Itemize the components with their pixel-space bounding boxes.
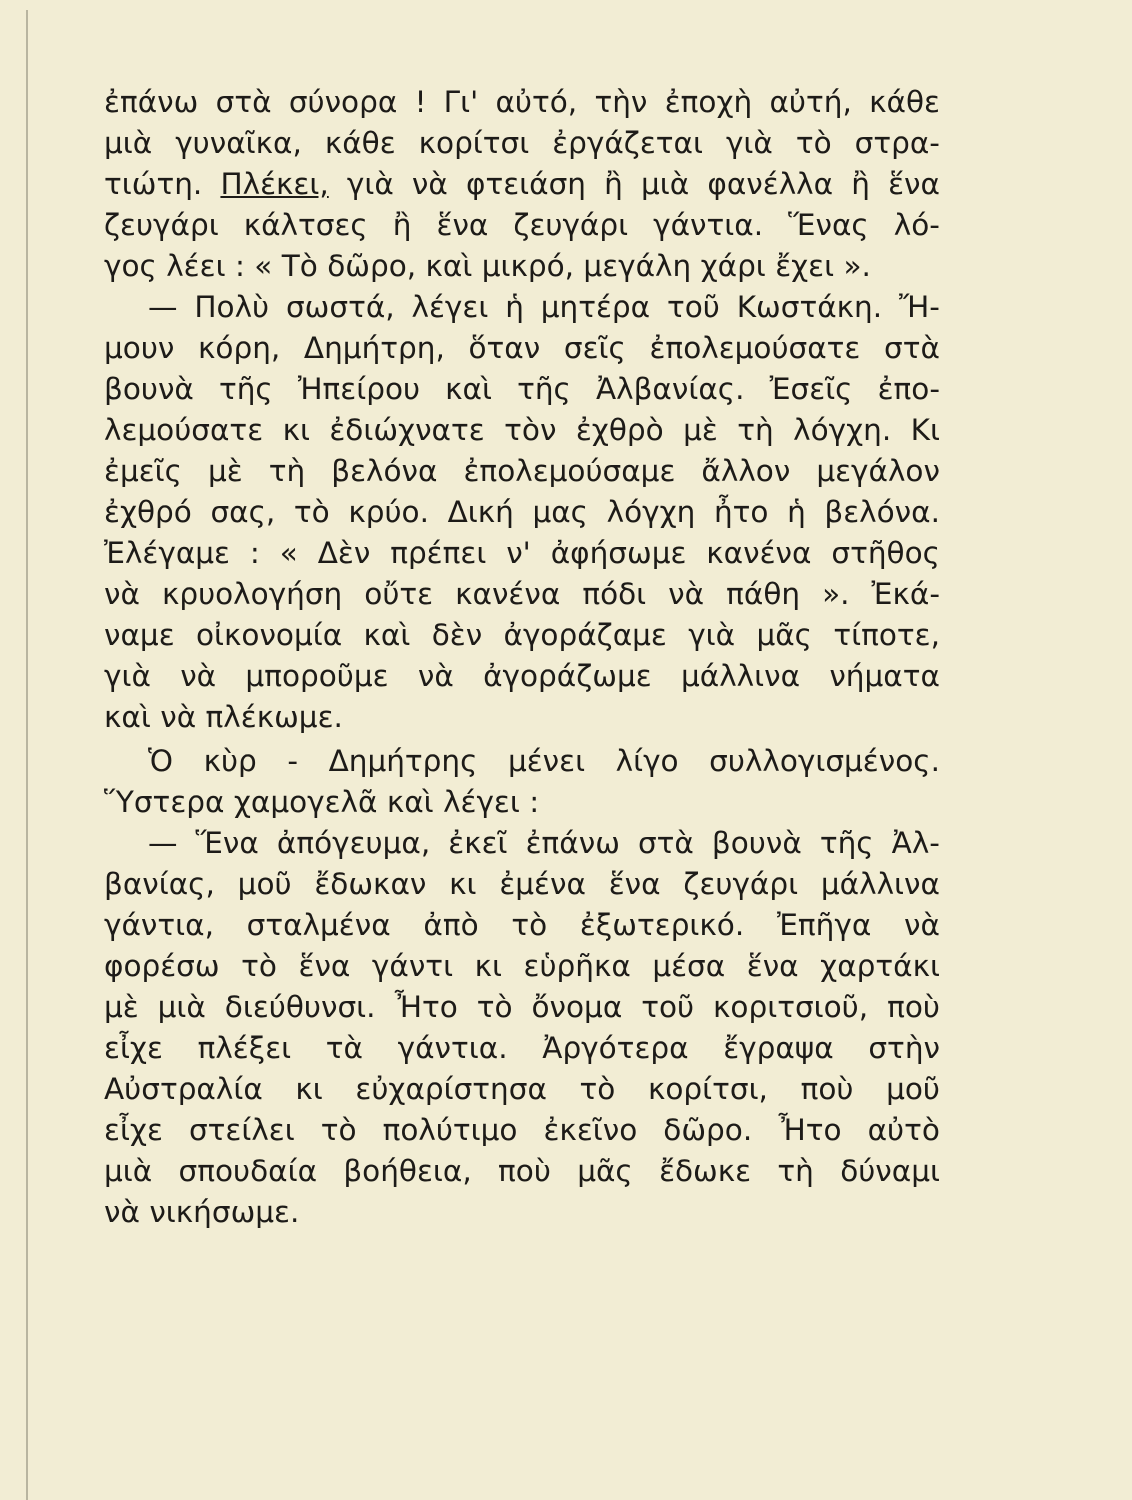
text-line-19 xyxy=(104,823,940,864)
word: μένει xyxy=(507,744,586,778)
word: ναμε xyxy=(104,618,175,652)
word: λίγο xyxy=(615,744,679,778)
text-line-15 xyxy=(104,656,940,697)
text-line-9 xyxy=(104,410,940,451)
word: γάντια, xyxy=(104,908,214,942)
word: στῆθος xyxy=(831,536,940,570)
word: μὲ xyxy=(208,454,243,488)
word: μᾶς xyxy=(756,618,812,652)
word: ἐπάνω xyxy=(104,85,199,119)
binding-edge-rule xyxy=(26,10,28,1500)
word: καὶ xyxy=(104,700,151,734)
word: μουν xyxy=(104,331,175,365)
text-line-16 xyxy=(104,697,940,738)
word: ἔδωκε xyxy=(659,1154,752,1188)
text-line-5 xyxy=(104,246,940,287)
word: λό- xyxy=(893,208,940,242)
word: διεύθυνσι. xyxy=(224,990,376,1024)
word: τὴ xyxy=(777,1154,814,1188)
word: Κι xyxy=(910,413,940,447)
text-line-23 xyxy=(104,987,940,1028)
word: τοῦ xyxy=(666,290,720,324)
word: κοριτσιοῦ, xyxy=(713,990,869,1024)
word: Ἐπῆγα xyxy=(776,908,872,942)
word: Ἐλέγαμε xyxy=(104,536,230,570)
word: τῆς xyxy=(218,372,273,406)
word: γυναῖκα, xyxy=(175,126,302,160)
word: Δική xyxy=(447,495,514,529)
word: - xyxy=(287,744,298,778)
word: Ἐσεῖς xyxy=(769,372,853,406)
word: Ἤ- xyxy=(898,290,940,324)
word: — xyxy=(148,290,178,324)
word: ν' xyxy=(506,536,531,570)
word: τὴν xyxy=(594,85,648,119)
word: γος xyxy=(104,249,157,283)
text-line-13 xyxy=(104,574,940,615)
word: νικήσωμε. xyxy=(149,1195,300,1229)
word: τὰ xyxy=(325,1031,363,1065)
word: δῶρο, xyxy=(327,249,417,283)
word: Πλέκει, xyxy=(220,167,329,201)
word: ὅταν xyxy=(468,331,541,365)
word: ὄνομα xyxy=(531,990,623,1024)
word: σπουδαία xyxy=(178,1154,318,1188)
word: νὰ xyxy=(904,908,940,942)
word: βελόνα xyxy=(331,454,438,488)
word: τὸ xyxy=(241,949,277,983)
word: ἡ xyxy=(505,290,524,324)
word: μιὰ xyxy=(104,126,153,160)
word: τὸ xyxy=(293,495,330,529)
word: καὶ xyxy=(386,785,434,819)
word: εἶχε xyxy=(104,1113,163,1147)
text-line-22 xyxy=(104,946,940,987)
word: κανένα xyxy=(706,536,812,570)
word: γάντια. xyxy=(397,1031,508,1065)
word: πάθη xyxy=(726,577,801,611)
word: καὶ xyxy=(425,249,473,283)
word: Ἀργότερα xyxy=(542,1031,689,1065)
word: τὸ xyxy=(795,126,832,160)
word: τῆς xyxy=(517,372,571,406)
word: δύναμι xyxy=(840,1154,940,1188)
word: γάντια. xyxy=(653,208,764,242)
word: λέγει xyxy=(411,290,489,324)
word: πολύτιμο xyxy=(382,1113,518,1147)
word: πλέκωμε. xyxy=(205,700,343,734)
word: Πολὺ xyxy=(194,290,270,324)
word: ἐπάνω xyxy=(525,826,620,860)
word: Ὕστερα xyxy=(104,785,225,819)
word: κάθε xyxy=(869,85,940,119)
word: μεγάλον xyxy=(816,454,940,488)
word: κόρη, xyxy=(198,331,281,365)
word: μὲ xyxy=(104,990,139,1024)
word: ἡ xyxy=(787,495,806,529)
word: λεμούσατε xyxy=(104,413,264,447)
word: γιὰ xyxy=(346,167,394,201)
word: κορίτσι xyxy=(418,126,530,160)
word: κρυολογήση xyxy=(161,577,343,611)
word: λόγχη xyxy=(606,495,696,529)
word: κορίτσι, xyxy=(647,1072,768,1106)
word: φανέλλα xyxy=(707,167,834,201)
word: πρέπει xyxy=(390,536,487,570)
word: : xyxy=(249,536,260,570)
word: φορέσω xyxy=(104,949,220,983)
word: μιὰ xyxy=(157,990,206,1024)
text-line-4 xyxy=(104,205,940,246)
word: ἦτο xyxy=(713,495,769,529)
word: φτειάση xyxy=(466,167,587,201)
word: Δημήτρης xyxy=(328,744,478,778)
word: Ἦτο xyxy=(778,1113,842,1147)
word: μέσα xyxy=(652,949,726,983)
word: ἐχθρό xyxy=(104,495,192,529)
word: σύνορα xyxy=(288,85,398,119)
text-line-3 xyxy=(104,164,940,205)
word: τὸ xyxy=(579,1072,616,1106)
word: νήματα xyxy=(829,659,940,693)
word: ἐπο- xyxy=(877,372,940,406)
word: ἐχθρὸ xyxy=(575,413,664,447)
word: κι xyxy=(282,413,310,447)
word: ἔγραψα xyxy=(723,1031,834,1065)
text-line-2 xyxy=(104,123,940,164)
word: σεῖς xyxy=(563,331,626,365)
word: τὸ xyxy=(511,908,548,942)
word: γιὰ xyxy=(104,659,151,693)
text-body xyxy=(104,82,940,1233)
word: λέγει xyxy=(443,785,520,819)
word: ». xyxy=(843,249,871,283)
word: μὲ xyxy=(683,413,718,447)
text-line-8 xyxy=(104,369,940,410)
word: ποὺ xyxy=(887,990,940,1024)
word: σας, xyxy=(210,495,276,529)
word: ἐργάζεται xyxy=(552,126,703,160)
word: μιὰ xyxy=(641,167,690,201)
word: ἔδωκαν xyxy=(314,867,427,901)
word: ἐμένα xyxy=(499,867,586,901)
text-line-26 xyxy=(104,1110,940,1151)
word: Ἕνα xyxy=(195,826,259,860)
word: ἄλλον xyxy=(701,454,791,488)
word: μοῦ xyxy=(237,867,292,901)
word: μας xyxy=(532,495,588,529)
word: τοῦ xyxy=(641,990,695,1024)
word: εὑρῆκα xyxy=(523,949,631,983)
word: νὰ xyxy=(417,659,454,693)
word: ἀγοράζωμε xyxy=(483,659,652,693)
word: βελόνα. xyxy=(824,495,940,529)
word: χάρι xyxy=(700,249,766,283)
text-line-25 xyxy=(104,1069,940,1110)
word: Κωστάκη. xyxy=(736,290,883,324)
word: λόγχη. xyxy=(793,413,892,447)
word: κὺρ xyxy=(203,744,257,778)
word: καὶ xyxy=(363,618,411,652)
word: βοήθεια, xyxy=(343,1154,472,1188)
word: τῆς xyxy=(819,826,874,860)
word: Δὲν xyxy=(317,536,371,570)
word: ἀγοράζαμε xyxy=(503,618,667,652)
word: συλλογισμένος. xyxy=(709,744,940,778)
word: εἶχε xyxy=(104,1031,163,1065)
text-line-14 xyxy=(104,615,940,656)
word: Ἀλβανίας. xyxy=(595,372,745,406)
word: αὐτή, xyxy=(769,85,852,119)
word: σωστά, xyxy=(285,290,395,324)
word: νὰ xyxy=(180,659,217,693)
word: εὐχαρίστησα xyxy=(355,1072,547,1106)
text-line-10 xyxy=(104,451,940,492)
word: μοῦ xyxy=(886,1072,940,1106)
word: ». xyxy=(822,577,850,611)
word: δὲν xyxy=(431,618,483,652)
text-line-24 xyxy=(104,1028,940,1069)
word: Γι' xyxy=(443,85,479,119)
word: ποὺ xyxy=(800,1072,854,1106)
word: ! xyxy=(414,85,427,119)
word: νὰ xyxy=(104,1195,140,1229)
word: ἀπόγευμα, xyxy=(276,826,431,860)
word: κάθε xyxy=(324,126,396,160)
word: ἀφήσωμε xyxy=(550,536,687,570)
text-line-21 xyxy=(104,905,940,946)
word: μητέρα xyxy=(540,290,651,324)
word: μάλλινα xyxy=(680,659,801,693)
word: μεγάλη xyxy=(583,249,692,283)
word: μποροῦμε xyxy=(245,659,389,693)
text-line-11 xyxy=(104,492,940,533)
text-line-27 xyxy=(104,1151,940,1192)
word: « xyxy=(279,536,298,570)
word: : xyxy=(529,785,540,819)
text-line-12 xyxy=(104,533,940,574)
word: κρύο. xyxy=(348,495,429,529)
word: πλέξει xyxy=(197,1031,292,1065)
word: τὸ xyxy=(320,1113,357,1147)
word: ζευγάρι xyxy=(513,208,629,242)
word: δῶρο. xyxy=(663,1113,753,1147)
word: ποὺ xyxy=(498,1154,551,1188)
word: κανένα xyxy=(455,577,561,611)
word: ἐκεῖνο xyxy=(543,1113,638,1147)
word: ἕνα xyxy=(608,867,661,901)
word: ἐξωτερικό. xyxy=(579,908,745,942)
word: νὰ xyxy=(668,577,705,611)
word: στείλει xyxy=(188,1113,295,1147)
word: νὰ xyxy=(411,167,448,201)
text-line-6 xyxy=(104,287,940,328)
text-line-17 xyxy=(104,741,940,782)
word: μάλλινα xyxy=(820,867,940,901)
word: χαρτάκι xyxy=(820,949,940,983)
word: καὶ xyxy=(445,372,492,406)
word: οἰκονομία xyxy=(195,618,343,652)
word: ἢ xyxy=(604,167,623,201)
word: Δημήτρη, xyxy=(303,331,445,365)
word: στὰ xyxy=(884,331,940,365)
word: βουνὰ xyxy=(711,826,802,860)
text-line-28 xyxy=(104,1192,940,1233)
word: πόδι xyxy=(582,577,647,611)
word: Αὐστραλία xyxy=(104,1072,263,1106)
word: ἕνα xyxy=(888,167,940,201)
word: ἔχει xyxy=(775,249,835,283)
word: μιὰ xyxy=(104,1154,153,1188)
word: κάλτσες xyxy=(243,208,368,242)
word: τὸν xyxy=(504,413,557,447)
word: ἕνα xyxy=(746,949,799,983)
word: ζευγάρι xyxy=(683,867,799,901)
word: αὐτὸ xyxy=(867,1113,940,1147)
word: κι xyxy=(474,949,502,983)
word: οὔτε xyxy=(364,577,434,611)
word: Τὸ xyxy=(281,249,318,283)
word: γιὰ xyxy=(725,126,773,160)
text-line-20 xyxy=(104,864,940,905)
word: τὸ xyxy=(476,990,513,1024)
word: Ἦτο xyxy=(394,990,458,1024)
word: ἢ xyxy=(851,167,870,201)
word: ἀπὸ xyxy=(423,908,479,942)
word: σταλμένα xyxy=(246,908,391,942)
word: γάντι xyxy=(371,949,454,983)
word: Ἕνας xyxy=(788,208,869,242)
word: τίποτε, xyxy=(833,618,940,652)
word: Ὁ xyxy=(148,744,174,778)
word: ἕνα xyxy=(298,949,351,983)
word: — xyxy=(148,826,178,860)
word: νὰ xyxy=(160,700,197,734)
word: Ἐκά- xyxy=(871,577,940,611)
text-line-18 xyxy=(104,782,940,823)
word: ἐδιώχνατε xyxy=(329,413,485,447)
word: ἐπολεμούσαμε xyxy=(463,454,676,488)
word: τὴ xyxy=(737,413,774,447)
word: μᾶς xyxy=(577,1154,633,1188)
word: ἕνα xyxy=(436,208,489,242)
word: κι xyxy=(295,1072,323,1106)
word: χαμογελᾶ xyxy=(233,785,378,819)
text-line-7 xyxy=(104,328,940,369)
word: στὰ xyxy=(215,85,272,119)
word: τιώτη. xyxy=(104,167,203,201)
word: κι xyxy=(449,867,477,901)
word: λέει xyxy=(166,249,226,283)
word: Ἀλ- xyxy=(891,826,940,860)
word: νὰ xyxy=(104,577,140,611)
word: τὴ xyxy=(268,454,306,488)
word: : xyxy=(234,249,245,283)
word: ζευγάρι xyxy=(104,208,219,242)
word: ἐπολεμούσατε xyxy=(649,331,861,365)
word: ἐποχὴ xyxy=(664,85,753,119)
word: μικρό, xyxy=(481,249,575,283)
word: στὰ xyxy=(637,826,694,860)
word: γιὰ xyxy=(688,618,736,652)
word: Ἠπείρου xyxy=(297,372,421,406)
word: ἢ xyxy=(392,208,412,242)
word: βανίας, xyxy=(104,867,215,901)
word: « xyxy=(254,249,273,283)
word: αὐτό, xyxy=(495,85,578,119)
word: στρα- xyxy=(854,126,940,160)
text-line-1 xyxy=(104,82,940,123)
word: ἐκεῖ xyxy=(448,826,508,860)
word: στὴν xyxy=(868,1031,940,1065)
word: βουνὰ xyxy=(104,372,194,406)
word: ἐμεῖς xyxy=(104,454,182,488)
